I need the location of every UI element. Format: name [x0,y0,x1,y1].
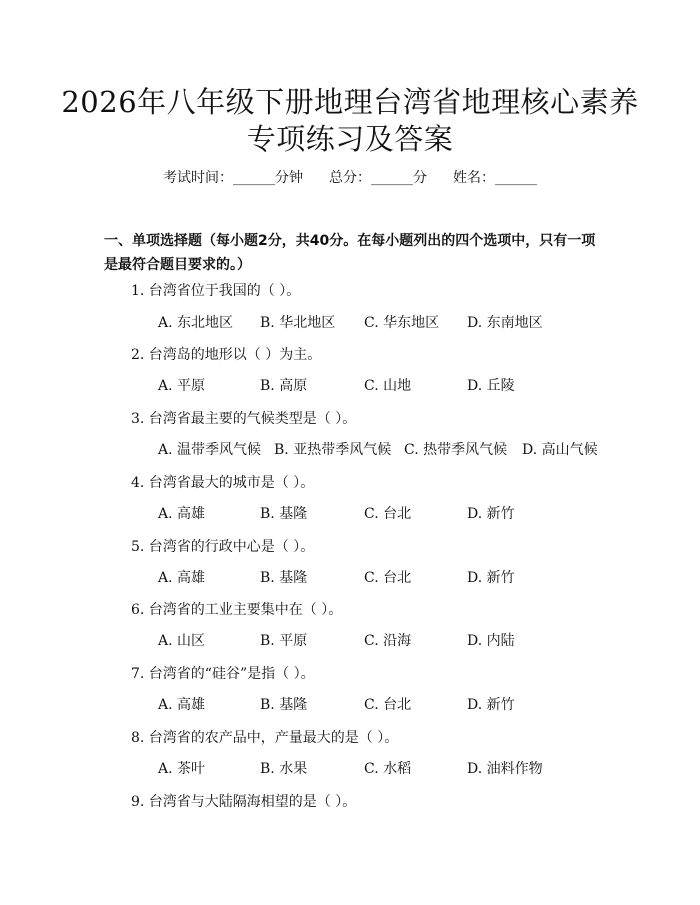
exam-meta [0,168,700,188]
option-b: B. 基隆 [260,697,308,713]
option-a: A. 高雄 [158,570,206,586]
question-stem: 5. 台湾省的行政中心是（ ）。 [131,539,315,555]
option-d: D. 丘陵 [467,378,515,394]
question-stem: 3. 台湾省最主要的气候类型是（ ）。 [131,411,357,427]
option-a: A. 高雄 [158,506,206,522]
option-b: B. 高原 [260,378,308,394]
option-a: A. 山区 [158,633,206,649]
option-c: C. 水稻 [364,761,412,777]
option-d: D. 新竹 [467,697,515,713]
option-b: B. 亚热带季风气候 [274,442,392,458]
option-a: A. 温带季风气候 [158,442,262,458]
option-a: A. 茶叶 [158,761,206,777]
option-a: A. 东北地区 [158,315,234,331]
question-stem: 9. 台湾省与大陆隔海相望的是（ ）。 [131,794,357,810]
option-b: B. 华北地区 [260,315,336,331]
option-c: C. 山地 [364,378,412,394]
option-d: D. 高山气候 [522,442,598,458]
option-c: C. 热带季风气候 [404,442,508,458]
question-options [158,568,608,588]
option-d: D. 东南地区 [467,315,543,331]
option-d: D. 油料作物 [467,761,543,777]
option-d: D. 新竹 [467,570,515,586]
student-name-field: 姓名：______ [453,170,537,186]
option-c: C. 台北 [364,697,412,713]
question-stem: 6. 台湾省的工业主要集中在（ ）。 [131,602,343,618]
option-c: C. 台北 [364,570,412,586]
option-d: D. 内陆 [467,633,515,649]
document-title-line-1: 2026年八年级下册地理台湾省地理核心素养 [61,85,639,119]
option-d: D. 新竹 [467,506,515,522]
option-b: B. 基隆 [260,570,308,586]
section-heading [104,229,600,277]
option-a: A. 平原 [158,378,206,394]
section-heading-line-1: 一、单项选择题（每小题2分，共40分。在每小题列出的四个选项中，只有一项 [104,233,596,249]
question-options [158,759,608,779]
option-c: C. 沿海 [364,633,412,649]
option-b: B. 基隆 [260,506,308,522]
total-score-field: 总分：______分 [329,170,427,186]
question-options [158,376,608,396]
question-options [158,631,608,651]
question-stem: 2. 台湾岛的地形以（ ）为主。 [131,347,322,363]
question-stem: 7. 台湾省的“硅谷”是指（ ）。 [131,666,315,682]
option-b: B. 平原 [260,633,308,649]
question-stem: 8. 台湾省的农产品中，产量最大的是（ ）。 [131,730,399,746]
question-stem: 1. 台湾省位于我国的（ ）。 [131,283,301,299]
question-options [158,695,608,715]
question-stem: 4. 台湾省最大的城市是（ ）。 [131,475,315,491]
option-c: C. 台北 [364,506,412,522]
option-a: A. 高雄 [158,697,206,713]
option-c: C. 华东地区 [364,315,440,331]
section-heading-line-2: 是最符合题目要求的。） [104,257,251,273]
question-options [158,504,608,524]
exam-time-field: 考试时间：______分钟 [163,170,303,186]
question-options [158,440,608,460]
question-options [158,313,608,333]
option-b: B. 水果 [260,761,308,777]
document-title-line-2: 专项练习及答案 [246,122,454,156]
